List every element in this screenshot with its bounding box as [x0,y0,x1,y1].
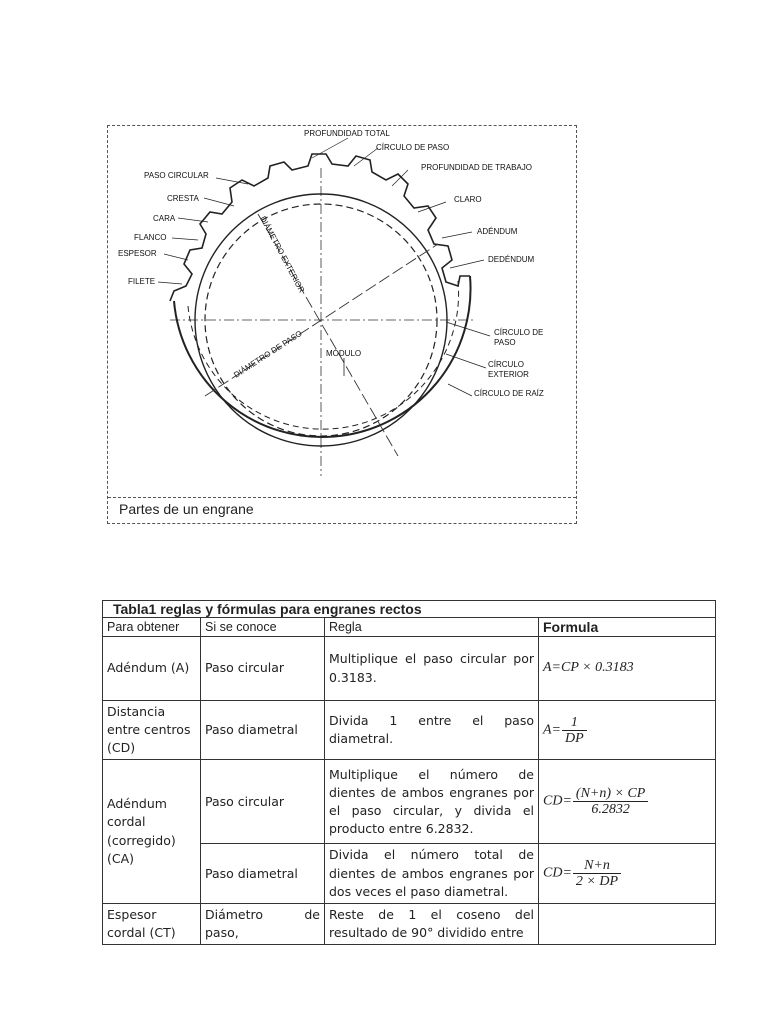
label-diametro-de-paso: DIÁMETRO DE PASO [232,328,304,380]
label-circulo-exterior-1: CÍRCULO [488,360,525,369]
formula-numerator: (N+n) × CP [573,786,648,802]
formula-denominator: 6.2832 [591,802,630,818]
label-circulo-exterior-2: EXTERIOR [488,370,529,379]
label-cresta: CRESTA [167,194,199,203]
cell-formula [539,844,716,903]
formula-fraction [573,786,648,817]
header-para-obtener: Para obtener [103,618,201,637]
formula-lhs: A= [543,722,561,738]
cell-known: Diámetro de paso, [201,903,325,944]
caption-row [108,497,576,525]
table-row [103,637,716,701]
label-diametro-exterior: DIÁMETRO EXTERIOR [258,214,307,295]
label-circulo-de-paso-right-1: CÍRCULO DE [494,328,544,337]
table-title: Tabla1 reglas y fórmulas para engranes rectos [103,601,716,618]
cell-rule: Multiplique el paso circular por 0.3183. [325,637,539,701]
header-regla: Regla [325,618,539,637]
cell-formula [539,701,716,760]
cell-rule: Reste de 1 el coseno del resultado de 90° dividido entre [325,903,539,944]
formula-numerator: N+n [573,858,621,874]
label-cara: CARA [153,214,176,223]
formula-fraction [562,715,587,746]
label-paso-circular: PASO CIRCULAR [144,171,209,180]
gear-formulas-table [102,600,716,945]
cell-obtain: Adéndum cordal (corregido) (CA) [103,760,201,903]
cell-known: Paso diametral [201,701,325,760]
label-dedendum: DEDÉNDUM [488,255,535,264]
cell-rule: Divida 1 entre el paso diametral. [325,701,539,760]
label-profundidad-de-trabajo: PROFUNDIDAD DE TRABAJO [421,163,532,172]
header-formula: Formula [539,618,716,637]
formula-lhs: CD= [543,865,572,881]
cell-known: Paso circular [201,637,325,701]
cell-known: Paso diametral [201,844,325,903]
label-filete: FILETE [128,277,156,286]
cell-obtain: Distancia entre centros (CD) [103,701,201,760]
gear-diagram [108,126,578,497]
label-espesor: ESPESOR [118,249,157,258]
formula-numerator: 1 [562,715,587,731]
table-row [103,701,716,760]
cell-formula [539,903,716,944]
label-profundidad-total: PROFUNDIDAD TOTAL [304,129,390,138]
outer-rim-arc [174,276,471,437]
label-circulo-de-paso-top: CÍRCULO DE PASO [376,143,450,152]
label-circulo-de-paso-right-2: PASO [494,338,516,347]
table-row [103,903,716,944]
gear-teeth [170,154,470,301]
label-claro: CLARO [454,195,482,204]
figure-caption: Partes de un engrane [119,501,254,517]
label-circulo-de-raiz: CÍRCULO DE RAÍZ [474,389,544,398]
label-flanco: FLANCO [134,233,167,242]
label-modulo: MÓDULO [326,349,362,358]
table-row [103,760,716,844]
formula-fraction [573,858,621,889]
cell-formula [539,760,716,844]
label-addendum: ADÉNDUM [477,227,518,236]
working-depth-arc [188,281,459,429]
formula-lhs: CD= [543,794,572,810]
cell-known: Paso circular [201,760,325,844]
formula-denominator: DP [565,730,584,746]
cell-obtain: Espesor cordal (CT) [103,903,201,944]
formula-denominator: 2 × DP [575,874,619,890]
cell-rule: Divida el número total de dientes de ambos engranes por dos veces el paso diametral. [325,844,539,903]
cell-formula: A=CP × 0.3183 [539,637,716,701]
header-si-se-conoce: Si se conoce [201,618,325,637]
cell-obtain: Adéndum (A) [103,637,201,701]
gear-figure-frame [107,125,577,524]
cell-rule: Multiplique el número de dientes de ambos engranes por el paso circular, y divida el producto entre 6.2832. [325,760,539,844]
